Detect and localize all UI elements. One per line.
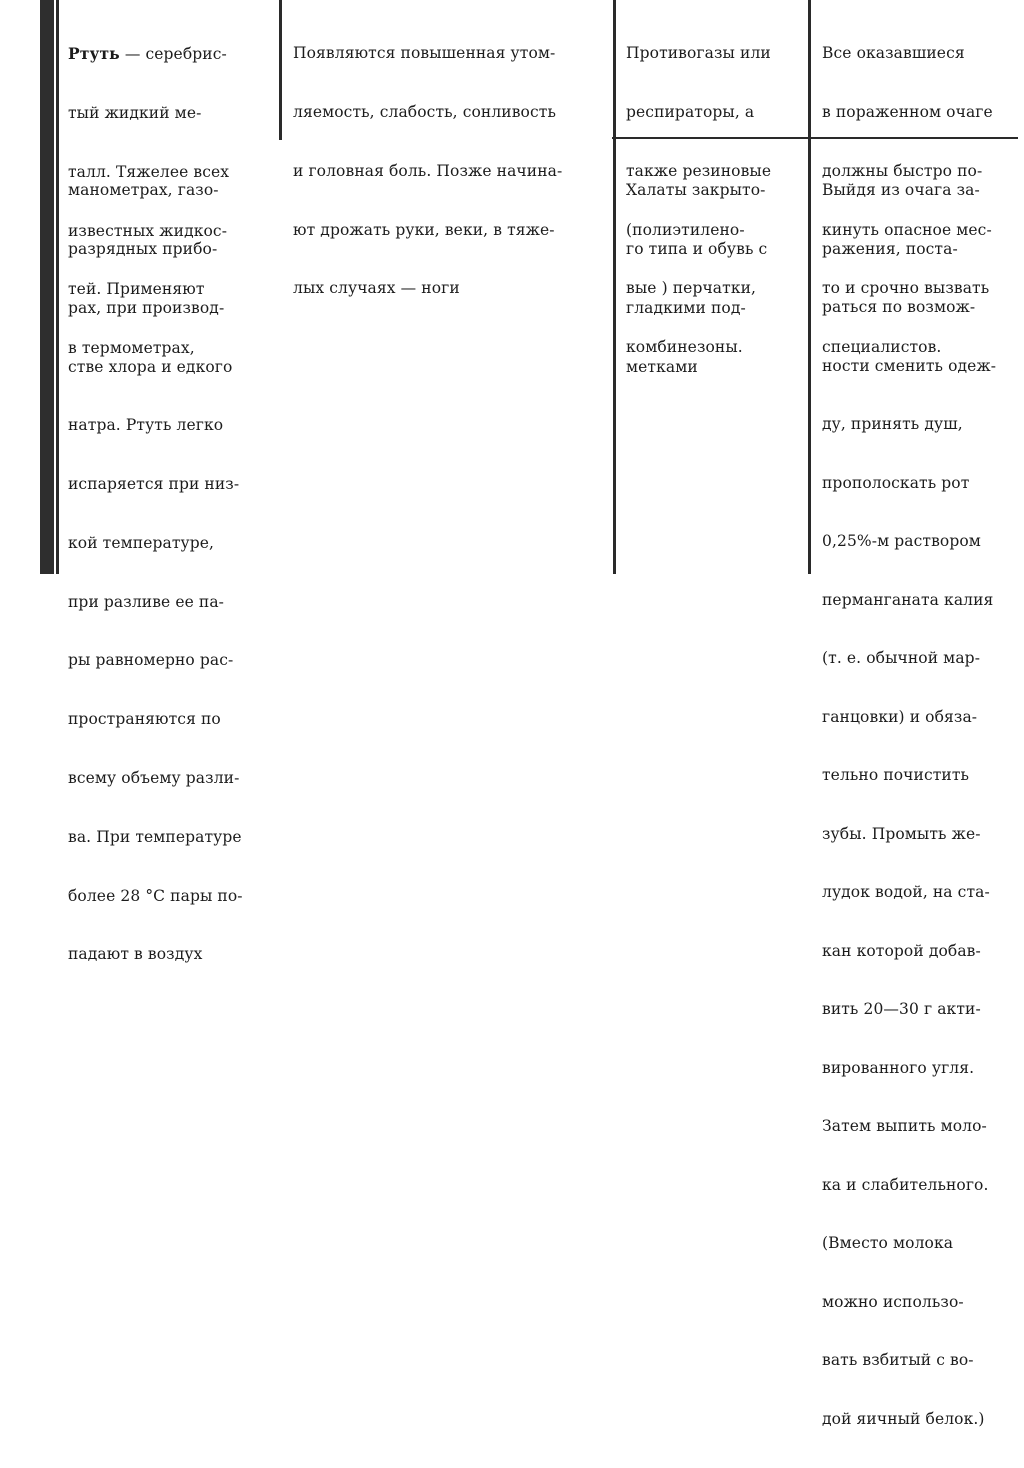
text-line: ражения, поста- <box>822 239 958 258</box>
text-line: зубы. Промыть же- <box>822 824 981 843</box>
table-rule-vertical <box>808 0 811 574</box>
text-line: перманганата калия <box>822 590 994 609</box>
text-line: метками <box>626 357 698 376</box>
text-line: манометрах, газо- <box>68 181 219 200</box>
text-line: вые ) перчатки, <box>626 279 757 298</box>
text-line: респираторы, а <box>626 102 755 121</box>
cell-first-aid-bottom <box>822 142 996 1468</box>
text-line: (Вместо молока <box>822 1234 954 1252</box>
text-line: то и срочно вызвать <box>822 279 990 298</box>
text-line: (полиэтилено- <box>626 220 745 239</box>
text-line: тельно почистить <box>822 766 970 784</box>
text-line: должны быстро по- <box>822 161 983 180</box>
text-line: раться по возмож- <box>822 298 976 316</box>
text-line: дой яичный белок.) <box>822 1409 985 1428</box>
text-line: падают в воздух <box>68 945 203 964</box>
text-line: испаряется при низ- <box>68 475 240 494</box>
text-line: в пораженном очаге <box>822 102 993 121</box>
text-line: ганцовки) и обяза- <box>822 707 978 726</box>
cell-mercury-description-bottom <box>68 142 243 1004</box>
text-line: гладкими под- <box>626 298 746 317</box>
text-line: вать взбитый с во- <box>822 1351 974 1369</box>
text-line: известных жидкос- <box>68 221 228 240</box>
text-line: (т. е. обычной мар- <box>822 649 981 667</box>
text-line: ду, принять душ, <box>822 415 963 433</box>
text-line <box>68 44 229 65</box>
text-line: тый жидкий ме- <box>68 103 202 122</box>
text-line: можно использо- <box>822 1292 964 1311</box>
text-line: ности сменить одеж- <box>822 356 997 375</box>
text-line: специалистов. <box>822 338 942 357</box>
text-line: Выйдя из очага за- <box>822 181 980 199</box>
text-line: Халаты закрыто- <box>626 181 766 200</box>
text-line: тей. Применяют <box>68 280 205 299</box>
term-mercury: Ртуть <box>68 44 120 64</box>
text-line: Появляются повышенная утом- <box>293 44 556 63</box>
text-line: кан которой добав- <box>822 941 981 960</box>
text-line: ва. При температуре <box>68 827 242 846</box>
text-line: 0,25%-м раствором <box>822 532 981 550</box>
text-line: Все оказавшиеся <box>822 44 965 63</box>
text-line: натра. Ртуть легко <box>68 416 224 435</box>
text-line: в термометрах, <box>68 339 195 358</box>
text-line: пространяются по <box>68 710 221 729</box>
table-rule-vertical <box>279 0 282 140</box>
text-line: Противогазы или <box>626 44 771 63</box>
table-rule-vertical <box>56 0 59 574</box>
text-line: рах, при производ- <box>68 298 225 317</box>
text-line: го типа и обувь с <box>626 239 768 258</box>
cell-symptoms <box>293 5 562 338</box>
text-fragment: — серебрис- <box>119 45 227 64</box>
text-line: вированного угля. <box>822 1058 975 1077</box>
text-line: ры равномерно рас- <box>68 651 234 670</box>
text-line: прополоскать рот <box>822 473 970 492</box>
text-line: кинуть опасное мес- <box>822 220 992 239</box>
text-line: лых случаях — ноги <box>293 279 460 298</box>
text-line: стве хлора и едкого <box>68 357 233 376</box>
text-line: и головная боль. Позже начина- <box>293 161 563 180</box>
text-line: ляемость, слабость, сонливость <box>293 102 556 121</box>
text-line: комбинезоны. <box>626 338 743 357</box>
text-line: вить 20—30 г акти- <box>822 1000 981 1018</box>
text-line: более 28 °С пары по- <box>68 886 243 905</box>
text-line: всему объему разли- <box>68 769 240 787</box>
text-line: при разливе ее па- <box>68 592 225 611</box>
text-line: ют дрожать руки, веки, в тяже- <box>293 220 555 239</box>
text-line: лудок водой, на ста- <box>822 883 990 901</box>
text-line: разрядных прибо- <box>68 239 218 258</box>
table-rule-vertical <box>613 0 616 574</box>
cell-protection-bottom <box>626 142 767 416</box>
text-line: также резиновые <box>626 161 772 180</box>
text-line: Затем выпить моло- <box>822 1117 987 1135</box>
scan-edge <box>40 0 54 574</box>
text-line: кой температуре, <box>68 533 215 552</box>
text-line: талл. Тяжелее всех <box>68 162 230 181</box>
text-line: ка и слабительного. <box>822 1175 989 1194</box>
